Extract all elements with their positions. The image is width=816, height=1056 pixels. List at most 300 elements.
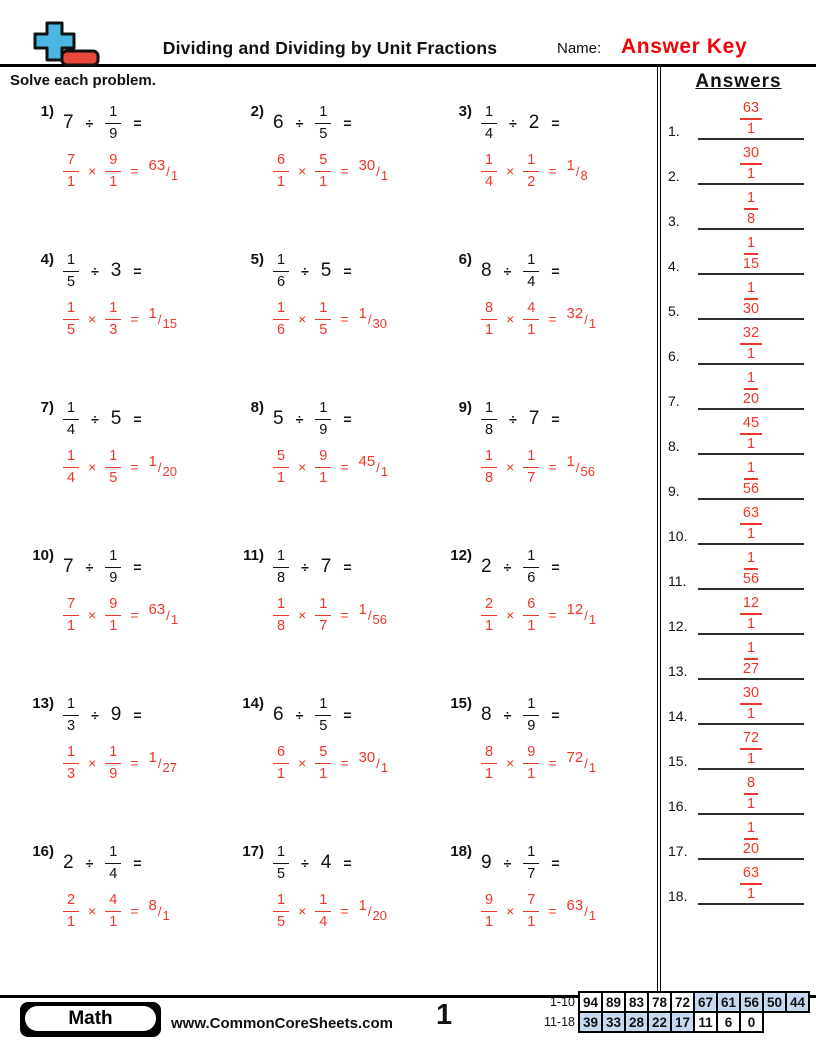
fraction-denominator: 1 — [746, 120, 756, 137]
score-cell: 94 — [578, 991, 603, 1013]
fraction-numerator: 30 — [740, 146, 762, 165]
problem-solution — [481, 594, 596, 636]
times-sign: × — [298, 903, 307, 919]
fraction-numerator: 1 — [523, 697, 539, 716]
answer-row — [661, 545, 816, 590]
fraction-numerator: 1 — [105, 449, 121, 468]
answer-denominator: 20 — [162, 463, 177, 479]
equals-sign: = — [343, 707, 352, 723]
problem-expression — [273, 248, 387, 294]
fraction-denominator: 3 — [67, 717, 76, 734]
fraction-denominator: 4 — [485, 173, 494, 190]
integer-operand: 5 — [320, 260, 332, 281]
answer-numerator: 8 — [148, 896, 157, 914]
divide-sign: ÷ — [301, 855, 309, 871]
score-row — [536, 1011, 810, 1033]
problem-5 — [238, 248, 446, 396]
answer-row — [661, 185, 816, 230]
fraction-numerator: 1 — [744, 281, 758, 300]
equals-sign: = — [133, 559, 142, 575]
fraction-numerator: 1 — [523, 549, 539, 568]
fraction-numerator: 1 — [523, 153, 539, 172]
problem-17 — [238, 840, 446, 988]
slash-glyph: / — [376, 755, 380, 771]
fraction-denominator: 7 — [527, 469, 536, 486]
fraction-denominator: 20 — [742, 390, 760, 407]
integer-operand: 7 — [320, 556, 332, 577]
problem-work — [63, 840, 170, 988]
problem-number: 13) — [32, 695, 54, 712]
answer-fraction — [743, 641, 759, 676]
score-cell: 67 — [693, 991, 718, 1013]
answer-number: 11. — [668, 573, 687, 589]
integer-operand: 4 — [320, 852, 332, 873]
fraction-numerator: 1 — [273, 893, 289, 912]
problem-3 — [446, 100, 651, 248]
slash-glyph: / — [367, 903, 372, 919]
fraction-denominator: 1 — [485, 913, 494, 930]
slanted-answer — [358, 600, 387, 627]
answer-numerator: 63 — [148, 600, 166, 618]
fraction-denominator: 27 — [742, 660, 760, 677]
site-url: www.CommonCoreSheets.com — [171, 1015, 393, 1032]
fraction-operand — [523, 845, 539, 881]
integer-operand: 7 — [63, 112, 74, 133]
slanted-answer — [566, 600, 597, 627]
slash-glyph: / — [584, 607, 588, 623]
fraction-numerator: 1 — [63, 449, 79, 468]
slash-glyph: / — [575, 163, 580, 179]
fraction-numerator: 32 — [740, 326, 762, 345]
fraction-denominator: 1 — [746, 795, 756, 812]
equals-sign: = — [551, 707, 560, 723]
divide-sign: ÷ — [509, 115, 517, 131]
answer-row — [661, 230, 816, 275]
solution-fraction — [481, 449, 497, 485]
problem-number: 15) — [450, 695, 472, 712]
answer-numerator: 1 — [148, 304, 157, 322]
answer-denominator: 15 — [162, 315, 177, 331]
problem-11 — [238, 544, 446, 692]
instructions-text: Solve each problem. — [10, 72, 156, 89]
answer-row — [661, 410, 816, 455]
problems-grid — [28, 100, 651, 988]
answer-fraction — [740, 416, 762, 451]
problem-work — [63, 396, 177, 544]
score-cell: 44 — [785, 991, 810, 1013]
problem-work — [481, 544, 596, 692]
score-cell: 89 — [601, 991, 626, 1013]
divide-sign: ÷ — [91, 411, 99, 427]
fraction-numerator: 5 — [273, 449, 289, 468]
answer-fraction — [743, 281, 759, 316]
problem-solution — [63, 446, 177, 488]
solution-fraction — [63, 893, 79, 929]
equals-sign: = — [130, 459, 139, 475]
answer-numerator: 72 — [566, 748, 584, 766]
problem-8 — [238, 396, 446, 544]
fraction-denominator: 9 — [109, 125, 118, 142]
problem-number: 18) — [450, 843, 472, 860]
fraction-denominator: 4 — [319, 913, 328, 930]
divide-sign: ÷ — [91, 263, 99, 279]
fraction-numerator: 1 — [105, 301, 121, 320]
problem-work — [273, 692, 388, 840]
equals-sign: = — [340, 903, 349, 919]
divide-sign: ÷ — [295, 115, 304, 131]
fraction-operand — [523, 697, 539, 733]
answer-denominator: 27 — [162, 759, 177, 775]
fraction-denominator: 1 — [277, 469, 286, 486]
fraction-numerator: 1 — [315, 105, 331, 124]
fraction-operand — [523, 253, 539, 289]
slanted-answer — [566, 304, 597, 331]
fraction-numerator: 9 — [105, 153, 121, 172]
divide-sign: ÷ — [503, 263, 512, 279]
fraction-numerator: 1 — [744, 191, 758, 210]
solution-fraction — [315, 153, 331, 189]
times-sign: × — [88, 163, 97, 179]
fraction-denominator: 6 — [277, 321, 286, 338]
answer-fraction — [740, 146, 762, 181]
answer-number: 16. — [668, 798, 688, 814]
fraction-operand — [523, 549, 539, 585]
worksheet-header — [0, 0, 816, 67]
fraction-denominator: 1 — [746, 435, 756, 452]
problem-expression — [63, 396, 177, 442]
fraction-numerator: 30 — [740, 686, 762, 705]
answer-fraction — [744, 776, 758, 811]
fraction-numerator: 4 — [105, 893, 121, 912]
problem-expression — [481, 248, 596, 294]
fraction-denominator: 6 — [527, 569, 536, 586]
fraction-numerator: 1 — [105, 845, 121, 864]
fraction-operand — [481, 105, 497, 141]
fraction-denominator: 1 — [527, 913, 536, 930]
solution-fraction — [105, 449, 121, 485]
fraction-denominator: 1 — [319, 173, 328, 190]
fraction-numerator: 63 — [740, 866, 762, 885]
fraction-operand — [273, 253, 289, 289]
fraction-numerator: 1 — [273, 301, 289, 320]
problem-expression — [481, 692, 596, 738]
answer-blank-line — [698, 686, 804, 725]
fraction-numerator: 6 — [273, 153, 289, 172]
problem-solution — [273, 446, 388, 488]
divide-sign: ÷ — [91, 707, 99, 723]
problem-expression — [63, 544, 178, 590]
fraction-numerator: 1 — [481, 153, 497, 172]
problem-expression — [273, 100, 388, 146]
divide-sign: ÷ — [503, 559, 512, 575]
problem-solution — [481, 890, 596, 932]
problem-6 — [446, 248, 651, 396]
fraction-numerator: 1 — [315, 893, 331, 912]
fraction-denominator: 8 — [485, 469, 494, 486]
problem-work — [63, 692, 177, 840]
score-cell: 17 — [670, 1011, 695, 1033]
equals-sign: = — [130, 163, 139, 179]
fraction-numerator: 1 — [63, 301, 79, 320]
problems-area — [0, 67, 657, 995]
fraction-denominator: 1 — [485, 765, 494, 782]
solution-fraction — [481, 301, 497, 337]
solution-fraction — [63, 301, 79, 337]
fraction-numerator: 12 — [740, 596, 762, 615]
fraction-numerator: 7 — [63, 597, 79, 616]
slash-glyph: / — [157, 311, 162, 327]
score-cell: 56 — [739, 991, 764, 1013]
score-cell: 33 — [601, 1011, 626, 1033]
answer-numerator: 63 — [566, 896, 584, 914]
answer-numerator: 1 — [566, 156, 575, 174]
problem-number: 12) — [450, 547, 472, 564]
fraction-numerator: 63 — [740, 101, 762, 120]
answer-number: 12. — [668, 618, 688, 634]
integer-operand: 5 — [110, 408, 122, 429]
solution-fraction — [273, 301, 289, 337]
fraction-denominator: 15 — [742, 255, 760, 272]
fraction-denominator: 1 — [319, 765, 328, 782]
answer-fraction — [740, 101, 762, 136]
problem-number: 7) — [40, 399, 54, 416]
answer-number: 13. — [668, 663, 688, 679]
solution-fraction — [273, 893, 289, 929]
equals-sign: = — [343, 411, 352, 427]
answer-fraction — [740, 866, 762, 901]
fraction-numerator: 1 — [273, 845, 289, 864]
fraction-denominator: 1 — [485, 321, 494, 338]
solution-fraction — [273, 745, 289, 781]
equals-sign: = — [340, 459, 349, 475]
score-range-label: 11-18 — [543, 1015, 575, 1029]
problem-work — [481, 100, 588, 248]
fraction-operand — [105, 549, 121, 585]
fraction-denominator: 5 — [277, 865, 286, 882]
answer-numerator: 1 — [358, 600, 367, 618]
answer-row — [661, 365, 816, 410]
problem-expression — [481, 396, 595, 442]
answer-row — [661, 455, 816, 500]
problem-work — [63, 544, 178, 692]
answer-denominator: 1 — [162, 907, 170, 923]
fraction-denominator: 9 — [109, 569, 118, 586]
fraction-denominator: 3 — [67, 765, 76, 782]
fraction-denominator: 56 — [742, 570, 760, 587]
answer-blank-line — [698, 821, 804, 860]
equals-sign: = — [343, 855, 352, 871]
problem-number: 14) — [242, 695, 264, 712]
answer-fraction — [740, 686, 762, 721]
fraction-denominator: 1 — [67, 173, 76, 190]
fraction-numerator: 72 — [740, 731, 762, 750]
answer-blank-line — [698, 101, 804, 140]
problem-solution — [63, 742, 177, 784]
problem-13 — [28, 692, 238, 840]
fraction-denominator: 56 — [742, 480, 760, 497]
fraction-denominator: 5 — [277, 913, 286, 930]
page-number: 1 — [436, 999, 453, 1031]
fraction-denominator: 3 — [109, 321, 118, 338]
answer-denominator: 1 — [380, 463, 389, 479]
answer-denominator: 1 — [170, 611, 179, 627]
times-sign: × — [88, 903, 97, 919]
times-sign: × — [298, 311, 307, 327]
fraction-denominator: 1 — [109, 173, 118, 190]
answer-blank-line — [698, 416, 804, 455]
fraction-denominator: 7 — [527, 865, 536, 882]
answers-panel — [657, 67, 816, 995]
answer-blank-line — [698, 461, 804, 500]
fraction-numerator: 1 — [481, 401, 497, 420]
fraction-denominator: 4 — [109, 865, 118, 882]
answer-row — [661, 680, 816, 725]
equals-sign: = — [551, 263, 560, 279]
fraction-operand — [273, 549, 289, 585]
fraction-numerator: 1 — [315, 401, 331, 420]
integer-operand: 7 — [63, 556, 74, 577]
answer-blank-line — [698, 551, 804, 590]
name-label: Name: — [557, 40, 602, 57]
solution-fraction — [63, 745, 79, 781]
fraction-denominator: 1 — [67, 617, 76, 634]
answer-fraction — [743, 551, 759, 586]
answer-fraction — [743, 821, 759, 856]
solution-fraction — [523, 893, 539, 929]
divide-sign: ÷ — [295, 411, 304, 427]
answer-denominator: 1 — [380, 759, 389, 775]
equals-sign: = — [551, 115, 560, 131]
solution-fraction — [105, 745, 121, 781]
answer-row — [661, 95, 816, 140]
integer-operand: 2 — [481, 556, 492, 577]
equals-sign: = — [343, 559, 352, 575]
divide-sign: ÷ — [85, 115, 94, 131]
answer-number: 9. — [668, 483, 680, 499]
fraction-denominator: 5 — [67, 273, 76, 290]
problem-number: 17) — [242, 843, 264, 860]
fraction-denominator: 1 — [527, 765, 536, 782]
answer-denominator: 1 — [588, 759, 597, 775]
slash-glyph: / — [157, 903, 162, 919]
fraction-numerator: 8 — [744, 776, 758, 795]
slash-glyph: / — [157, 755, 162, 771]
solution-fraction — [481, 893, 497, 929]
problem-number: 11) — [243, 547, 264, 564]
slash-glyph: / — [367, 607, 372, 623]
fraction-numerator: 1 — [744, 821, 758, 840]
slash-glyph: / — [367, 311, 372, 327]
fraction-numerator: 8 — [481, 745, 497, 764]
fraction-numerator: 1 — [63, 745, 79, 764]
answer-numerator: 45 — [358, 452, 376, 470]
divide-sign: ÷ — [295, 707, 304, 723]
problem-14 — [238, 692, 446, 840]
equals-sign: = — [343, 115, 352, 131]
fraction-denominator: 5 — [319, 717, 328, 734]
times-sign: × — [298, 163, 307, 179]
answer-numerator: 32 — [566, 304, 584, 322]
fraction-numerator: 1 — [744, 551, 758, 570]
score-cell: 0 — [739, 1011, 764, 1033]
plus-minus-logo — [22, 20, 104, 73]
problem-solution — [481, 150, 588, 192]
fraction-denominator: 6 — [277, 273, 286, 290]
problem-work — [481, 248, 596, 396]
problem-expression — [273, 692, 388, 738]
fraction-numerator: 1 — [523, 449, 539, 468]
fraction-numerator: 1 — [273, 549, 289, 568]
equals-sign: = — [548, 311, 557, 327]
problem-expression — [63, 248, 177, 294]
score-cell: 22 — [647, 1011, 672, 1033]
answer-denominator: 20 — [372, 907, 387, 923]
logo-svg — [22, 20, 104, 68]
score-cell: 83 — [624, 991, 649, 1013]
solution-fraction — [315, 745, 331, 781]
answer-denominator: 56 — [580, 463, 595, 479]
answer-blank-line — [698, 641, 804, 680]
fraction-denominator: 1 — [746, 525, 756, 542]
answer-denominator: 1 — [380, 167, 389, 183]
fraction-numerator: 1 — [105, 105, 121, 124]
answer-denominator: 1 — [588, 315, 597, 331]
problem-expression — [481, 840, 596, 886]
fraction-numerator: 1 — [315, 697, 331, 716]
answer-row — [661, 725, 816, 770]
answer-row — [661, 815, 816, 860]
answer-number: 14. — [668, 708, 688, 724]
answer-numerator: 1 — [148, 748, 157, 766]
score-range-label: 1-10 — [549, 995, 575, 1009]
problem-work — [63, 100, 178, 248]
fraction-numerator: 2 — [63, 893, 79, 912]
slanted-answer — [566, 748, 597, 775]
solution-fraction — [523, 301, 539, 337]
integer-operand: 9 — [110, 704, 122, 725]
answer-denominator: 8 — [580, 167, 588, 183]
fraction-numerator: 8 — [481, 301, 497, 320]
fraction-numerator: 1 — [273, 253, 289, 272]
problem-work — [273, 100, 388, 248]
answer-denominator: 30 — [372, 315, 387, 331]
problem-1 — [28, 100, 238, 248]
slanted-answer — [148, 452, 177, 479]
problem-expression — [273, 396, 388, 442]
minus-icon — [62, 51, 98, 65]
fraction-numerator: 63 — [740, 506, 762, 525]
answer-fraction — [743, 371, 759, 406]
slash-glyph: / — [166, 163, 170, 179]
fraction-denominator: 1 — [109, 913, 118, 930]
times-sign: × — [506, 163, 515, 179]
fraction-denominator: 1 — [746, 615, 756, 632]
answer-blank-line — [698, 236, 804, 275]
fraction-denominator: 8 — [746, 210, 756, 227]
answer-number: 1. — [668, 123, 680, 139]
fraction-operand — [273, 845, 289, 881]
equals-sign: = — [340, 163, 349, 179]
fraction-operand — [315, 401, 331, 437]
problem-number: 4) — [40, 251, 54, 268]
problem-work — [273, 396, 388, 544]
fraction-denominator: 1 — [67, 913, 76, 930]
fraction-denominator: 20 — [742, 840, 760, 857]
fraction-numerator: 9 — [105, 597, 121, 616]
fraction-numerator: 7 — [63, 153, 79, 172]
math-badge — [20, 1002, 161, 1037]
solution-fraction — [273, 153, 289, 189]
